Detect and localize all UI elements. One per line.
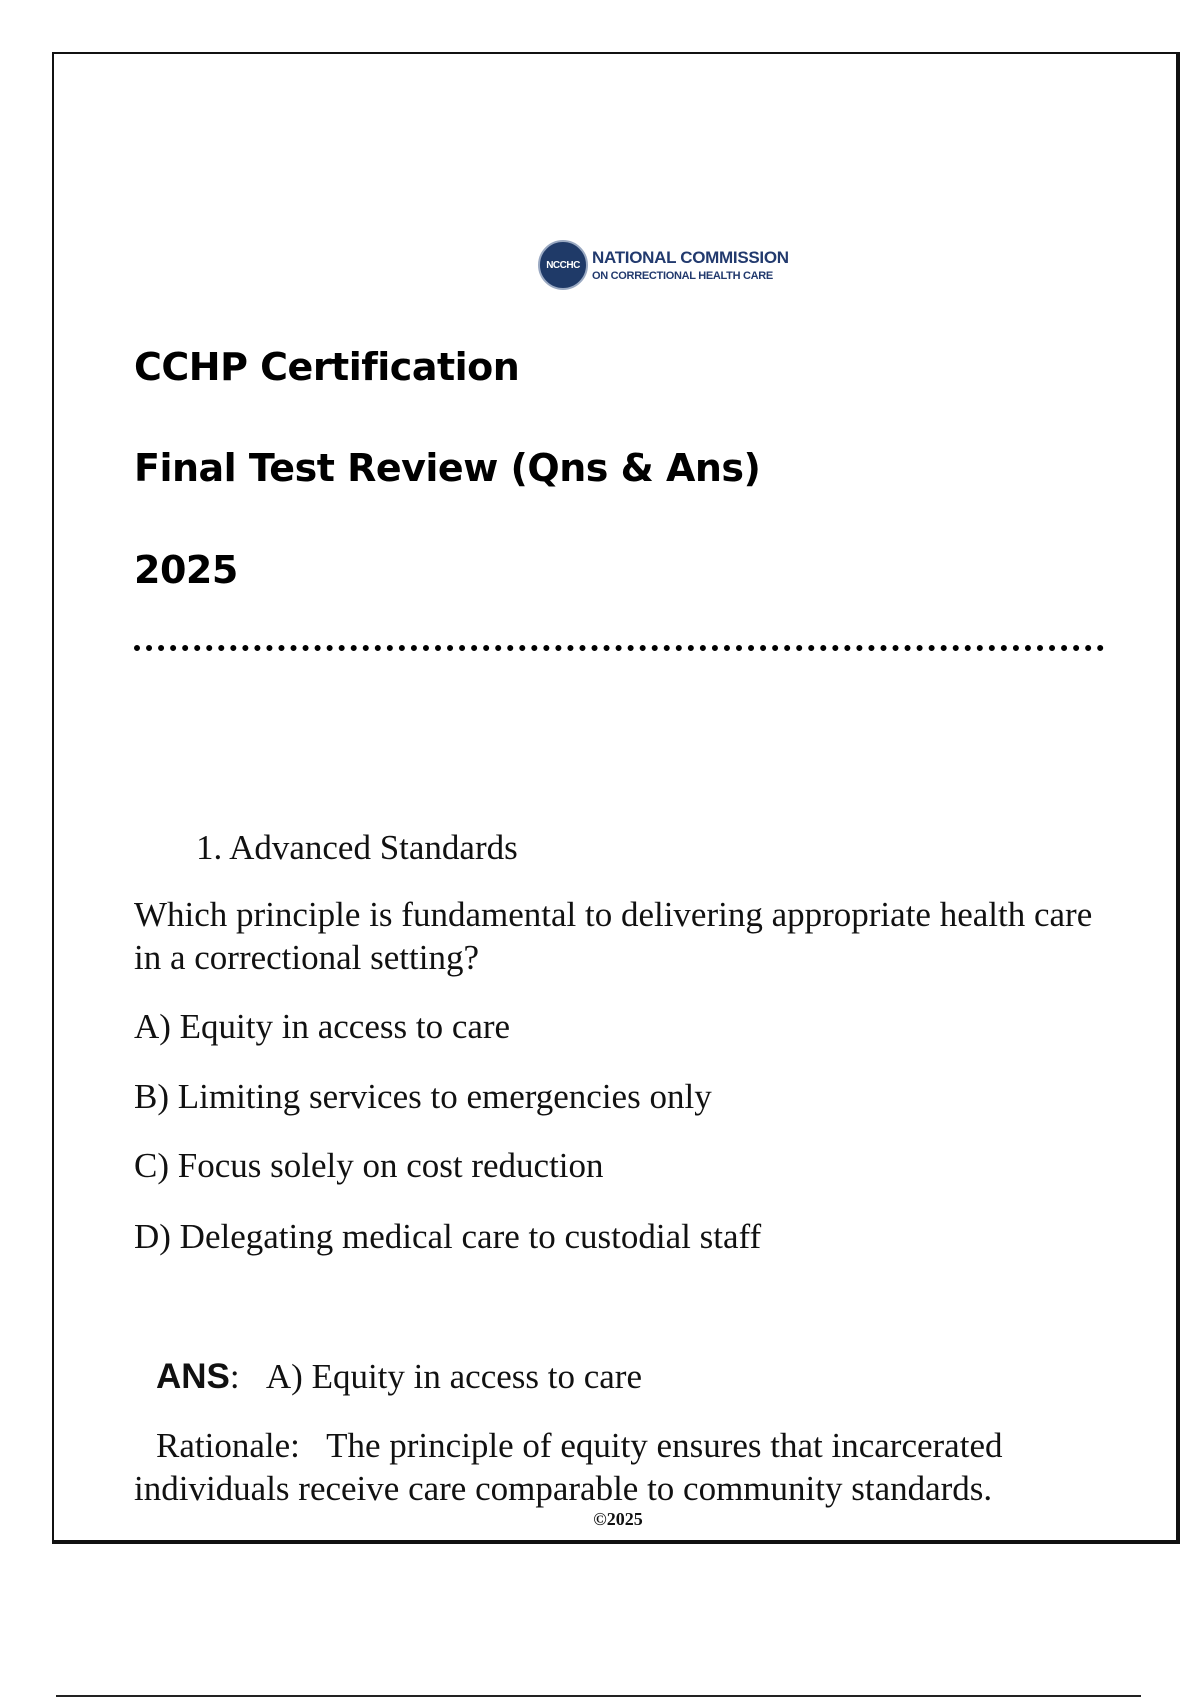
answer-value: A) Equity in access to care — [265, 1357, 642, 1396]
logo-line-2: ON CORRECTIONAL HEALTH CARE — [592, 270, 773, 282]
rationale-label: Rationale: — [156, 1426, 300, 1465]
page-bottom-rule — [56, 1695, 1141, 1697]
ncchc-logo — [538, 240, 789, 290]
question-heading: 1. Advanced Standards — [196, 828, 518, 867]
option-b: B) Limiting services to emergencies only — [134, 1077, 712, 1116]
answer-line: ANS: A) Equity in access to care — [156, 1357, 642, 1396]
question-text: Which principle is fundamental to delivering appropriate health care in a correctional setting? — [134, 895, 1093, 977]
logo-line-1: NATIONAL COMMISSION — [592, 248, 789, 267]
document-title: CCHP Certification — [134, 345, 520, 389]
option-a: A) Equity in access to care — [134, 1007, 511, 1046]
option-c: C) Focus solely on cost reduction — [134, 1146, 604, 1185]
rationale-text: The principle of equity ensures that incarcerated individuals receive care comparable to community standards. — [134, 1426, 1003, 1508]
option-d: D) Delegating medical care to custodial staff — [134, 1217, 762, 1256]
answer-label: ANS — [156, 1357, 230, 1396]
ncchc-seal-icon: NCCHC — [538, 240, 588, 290]
logo-wordmark — [592, 248, 789, 282]
rationale — [134, 1424, 1134, 1510]
document-subtitle: Final Test Review (Qns & Ans) — [134, 446, 761, 490]
dotted-divider — [134, 645, 1104, 651]
copyright-footer: ©2025 — [593, 1509, 643, 1529]
document-year: 2025 — [134, 548, 238, 592]
